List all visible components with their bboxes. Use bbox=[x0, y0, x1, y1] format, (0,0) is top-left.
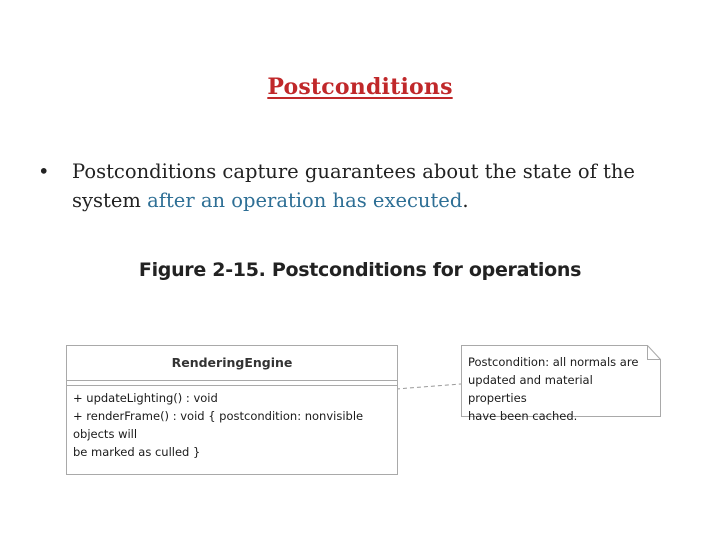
bullet-text-highlight: after an operation has executed bbox=[147, 189, 463, 212]
operation-line: + renderFrame() : void { postcondition: nonvisible objects will bbox=[73, 409, 364, 441]
note-line: have been cached. bbox=[468, 409, 578, 423]
operation-line: be marked as culled } bbox=[73, 445, 201, 459]
class-name: RenderingEngine bbox=[171, 355, 293, 370]
note-text bbox=[468, 353, 648, 425]
operation-line: + updateLighting() : void bbox=[73, 391, 218, 405]
bullet-icon: • bbox=[38, 160, 50, 183]
figure-caption: Figure 2-15. Postconditions for operations bbox=[138, 259, 582, 281]
uml-note bbox=[461, 345, 661, 423]
note-line: Postcondition: all normals are bbox=[468, 355, 639, 369]
bullet-text-main: Postconditions capture guarantees about the state of the system bbox=[72, 160, 635, 212]
uml-class-box bbox=[66, 345, 398, 475]
operations-compartment bbox=[67, 386, 397, 461]
slide-title: Postconditions bbox=[267, 74, 453, 100]
note-line: updated and material properties bbox=[468, 373, 593, 405]
bullet-text-end: . bbox=[462, 189, 469, 212]
